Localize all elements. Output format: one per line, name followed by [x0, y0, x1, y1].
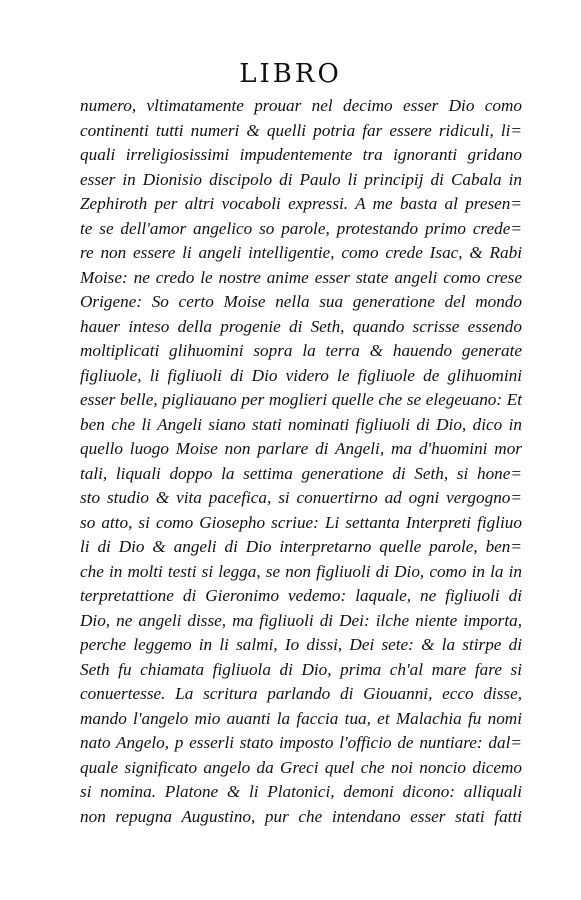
text-line: terpretattione di Gieronimo vedemo: laquale, ne figliuoli di [80, 586, 522, 605]
text-line: nato Angelo, p esserli stato imposto l'officio de nuntiare: dal= [80, 733, 522, 752]
text-line: esser belle, pigliauano per moglieri quelle che se elegeuano: Et [80, 390, 522, 409]
text-line: sto studio & vita pacefica, si conuertirno ad ogni vergogno= [80, 488, 522, 507]
text-line: so atto, si como Giosepho scriue: Li settanta Interpreti figliuo [80, 512, 522, 532]
text-line: Seth fu chiamata figliuola di Dio, prima ch'al mare fare si [80, 659, 522, 679]
text-line: numero, vltimatamente prouar nel decimo esser Dio como [80, 96, 522, 115]
text-line: li di Dio & angeli di Dio interpretarno quelle parole, ben= [80, 537, 522, 556]
text-line: Dio, ne angeli disse, ma figliuoli di Dei: ilche niente importa, [80, 610, 522, 630]
body-text [80, 94, 522, 829]
text-line: continenti tutti numeri & quelli potria far essere ridiculi, li= [80, 120, 522, 140]
text-line: moltiplicati glihuomini sopra la terra & hauendo generate [80, 341, 522, 360]
text-line: quello luogo Moise non parlare di Angeli, ma d'huomini mor [80, 439, 522, 458]
text-line: si nomina. Platone & li Platonici, demoni dicono: alliquali [80, 782, 522, 801]
running-header: LIBRO [239, 59, 342, 89]
text-line: perche leggemo in li salmi, Io dissi, Dei sete: & la stirpe di [80, 635, 522, 654]
text-line: quali irreligiosissimi impudentemente tra ignoranti gridano [80, 145, 522, 164]
text-line: Zephiroth per altri vocaboli expressi. A me basta al presen= [80, 194, 522, 213]
text-line: quale significato angelo da Greci quel che noi noncio dicemo [80, 757, 522, 777]
text-line: Moise: ne credo le nostre anime esser state angeli como crese [80, 267, 522, 287]
text-line: Origene: So certo Moise nella sua generatione del mondo [80, 292, 522, 311]
text-line: hauer inteso della progenie di Seth, quando scrisse essendo [80, 316, 522, 336]
text-line: conuertesse. La scritura parlando di Giouanni, ecco disse, [80, 684, 522, 703]
text-line: esser in Dionisio discipolo di Paulo li principij di Cabala in [80, 169, 522, 189]
text-line: ben che li Angeli siano stati nominati figliuoli di Dio, dico in [80, 414, 522, 434]
text-line: non repugna Augustino, pur che intendano esser stati fatti [80, 806, 522, 826]
text-line: re non essere li angeli intelligentie, como crede Isac, & Rabi [80, 243, 522, 262]
text-line: figliuole, li figliuoli di Dio videro le figliuole de glihuomini [80, 365, 522, 385]
text-line: che in molti testi si legga, se non figliuoli di Dio, como in la in [80, 561, 522, 581]
text-line: mando l'angelo mio auanti la faccia tua, et Malachia fu nomi [80, 708, 522, 728]
text-line: tali, liquali doppo la settima generatione di Seth, si hone= [80, 463, 522, 483]
text-line: te se dell'amor angelico so parole, protestando primo crede= [80, 218, 522, 238]
